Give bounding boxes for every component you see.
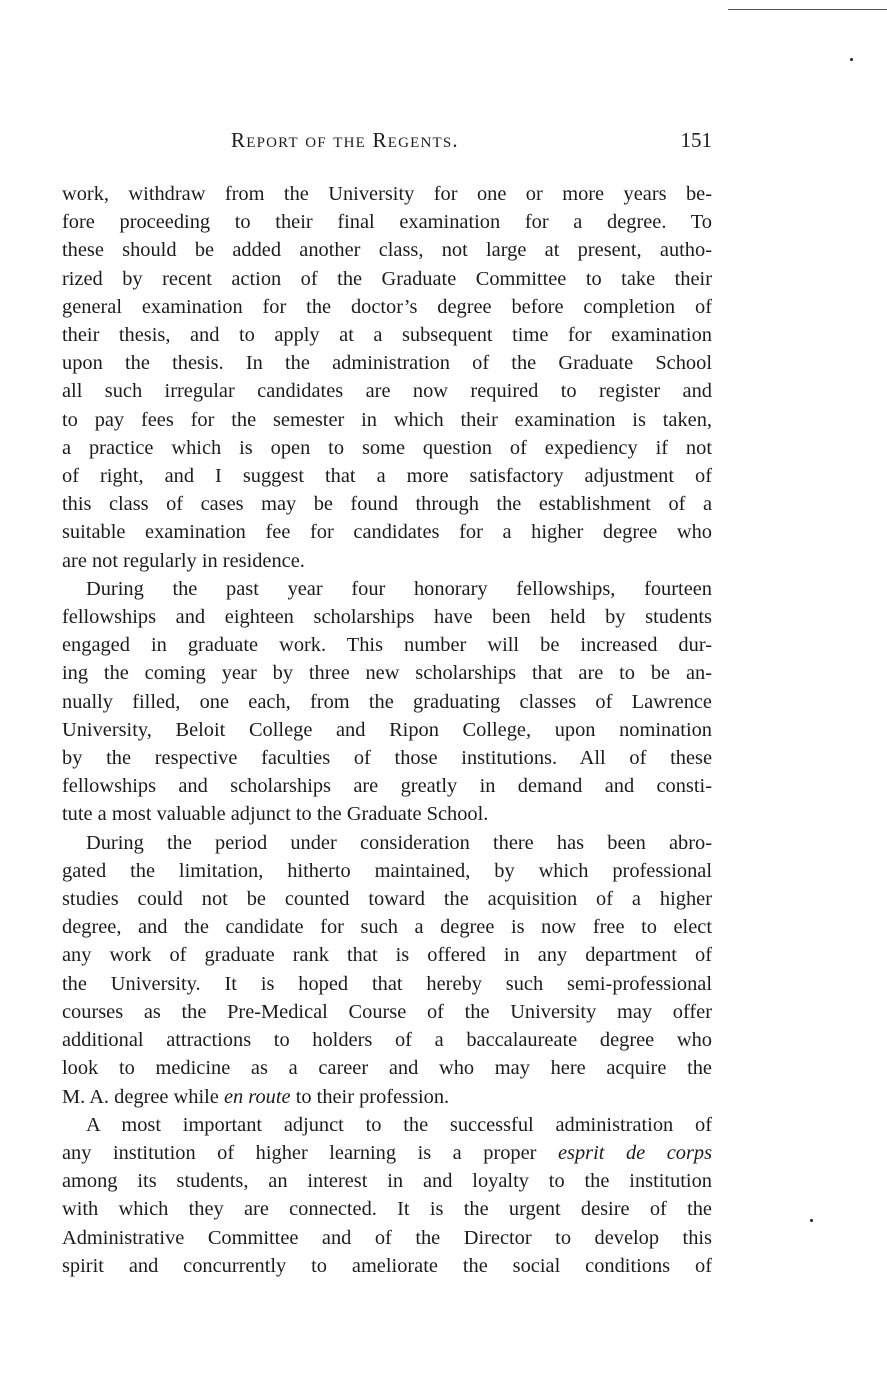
italic-phrase: esprit de corps bbox=[557, 1141, 713, 1164]
text-line: with which they are connected. It is the urgent desire of the bbox=[62, 1198, 712, 1221]
text-line: these should be added another class, not large at present, autho- bbox=[62, 239, 712, 262]
page-number: 151 bbox=[680, 128, 712, 152]
text-run: any institution of higher learning is a proper bbox=[62, 1141, 558, 1164]
text-line: nually filled, one each, from the graduating classes of Lawrence bbox=[62, 690, 712, 713]
text-line: any work of graduate rank that is offered in any department of bbox=[62, 944, 712, 967]
text-line: the University. It is hoped that hereby such semi-professional bbox=[62, 972, 712, 995]
paragraph bbox=[62, 180, 712, 575]
text-line: by the respective faculties of those institutions. All of these bbox=[62, 747, 712, 770]
text-line: to pay fees for the semester in which their examination is taken, bbox=[62, 408, 712, 431]
italic-phrase: en route bbox=[223, 1085, 291, 1108]
text-run: M. A. degree while bbox=[62, 1085, 224, 1108]
text-line: studies could not be counted toward the acquisition of a higher bbox=[62, 888, 712, 911]
paragraph bbox=[62, 575, 712, 829]
text-line: tute a most valuable adjunct to the Graduate School. bbox=[62, 803, 489, 826]
text-line bbox=[62, 1139, 712, 1167]
text-line: University, Beloit College and Ripon College, upon nomination bbox=[62, 718, 712, 741]
text-line: spirit and concurrently to ameliorate the social conditions of bbox=[62, 1254, 712, 1277]
text-line: upon the thesis. In the administration of the Graduate School bbox=[62, 352, 712, 375]
paragraph bbox=[62, 1111, 712, 1280]
text-line: suitable examination fee for candidates for a higher degree who bbox=[62, 521, 712, 544]
running-head-title: Report of the Regents. bbox=[231, 128, 459, 152]
text-line: of right, and I suggest that a more satisfactory adjustment of bbox=[62, 465, 712, 488]
text-line: rized by recent action of the Graduate Committee to take their bbox=[62, 267, 712, 290]
text-line: fore proceeding to their final examination for a degree. To bbox=[62, 211, 712, 234]
text-line: degree, and the candidate for such a degree is now free to elect bbox=[62, 916, 712, 939]
text-line: engaged in graduate work. This number will be increased dur- bbox=[62, 634, 712, 657]
print-speck bbox=[850, 58, 853, 61]
print-speck bbox=[810, 1219, 813, 1222]
text-line: fellowships and eighteen scholarships have been held by students bbox=[62, 606, 712, 629]
text-line: look to medicine as a career and who may here acquire the bbox=[62, 1057, 712, 1080]
paragraph bbox=[62, 829, 712, 1111]
text-line: additional attractions to holders of a baccalaureate degree who bbox=[62, 1029, 712, 1052]
text-line: courses as the Pre-Medical Course of the University may offer bbox=[62, 1000, 712, 1023]
text-line: fellowships and scholarships are greatly in demand and consti- bbox=[62, 775, 712, 798]
text-line: their thesis, and to apply at a subsequent time for examination bbox=[62, 324, 712, 347]
text-line: During the past year four honorary fellowships, fourteen bbox=[86, 577, 712, 600]
text-line: all such irregular candidates are now required to register and bbox=[62, 380, 712, 403]
text-line: During the period under consideration there has been abro- bbox=[86, 831, 712, 854]
text-line: are not regularly in residence. bbox=[62, 549, 305, 572]
text-line: a practice which is open to some question of expediency if not bbox=[62, 436, 712, 459]
text-line: general examination for the doctor’s degree before completion of bbox=[62, 295, 712, 318]
running-head bbox=[62, 128, 712, 158]
text-line: A most important adjunct to the successful administration of bbox=[86, 1113, 712, 1136]
body-text bbox=[62, 180, 712, 1280]
text-line: among its students, an interest in and loyalty to the institution bbox=[62, 1170, 712, 1193]
text-run: to their profession. bbox=[290, 1085, 450, 1108]
text-line: this class of cases may be found through the establishment of a bbox=[62, 493, 712, 516]
text-line: Administrative Committee and of the Director to develop this bbox=[62, 1226, 712, 1249]
text-line: work, withdraw from the University for one or more years be- bbox=[62, 183, 712, 205]
text-line bbox=[62, 1083, 712, 1111]
text-line: ing the coming year by three new scholarships that are to be an- bbox=[62, 662, 712, 685]
page-edge-line bbox=[728, 9, 887, 10]
text-line: gated the limitation, hitherto maintained, by which professional bbox=[62, 859, 712, 882]
